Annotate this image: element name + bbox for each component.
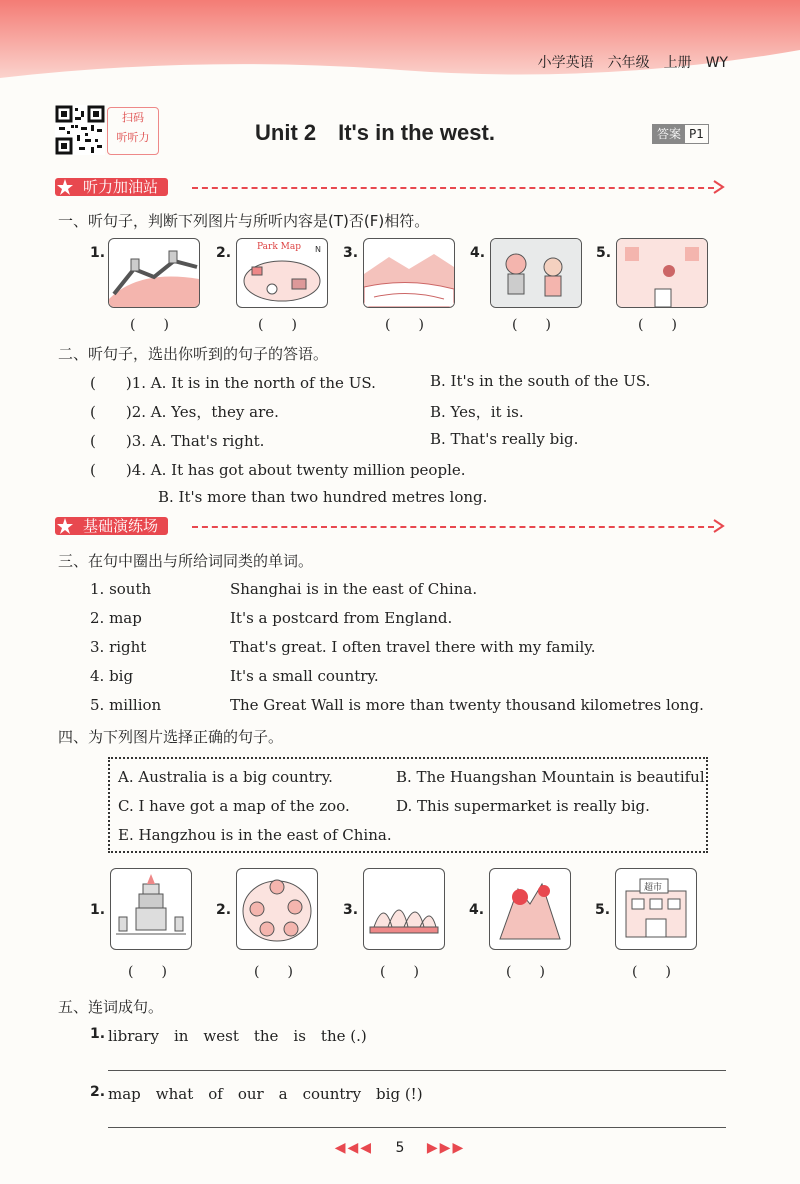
header-meta: 小学英语 六年级 上册 WY bbox=[537, 55, 728, 71]
scan-to-listen-label bbox=[107, 107, 159, 155]
q1-num: 3. bbox=[343, 245, 359, 261]
q4-option: D. This supermarket is really big. bbox=[396, 797, 650, 815]
q4-num: 4. bbox=[469, 902, 485, 918]
q5-num: 1. bbox=[90, 1026, 106, 1042]
q4-title: 四、为下列图片选择正确的句子。 bbox=[58, 728, 284, 746]
q2-title: 二、听句子，选出你听到的句子的答语。 bbox=[58, 345, 329, 363]
q4-answer-paren[interactable]: ( ) bbox=[632, 964, 671, 980]
supermarket-sign: 超市 bbox=[644, 883, 663, 893]
great-wall-picture bbox=[108, 238, 200, 308]
q2-item-a: ( )4. A. It has got about twenty million people. bbox=[90, 461, 466, 479]
q1-answer-paren[interactable]: ( ) bbox=[130, 317, 169, 333]
q3-sentence: The Great Wall is more than twenty thousand kilometres long. bbox=[230, 696, 704, 714]
answer-label: 答案 bbox=[653, 125, 685, 143]
q5-words: library in west the is the (.) bbox=[108, 1027, 367, 1045]
q1-num: 5. bbox=[596, 245, 612, 261]
building-picture bbox=[616, 238, 708, 308]
q1-answer-paren[interactable]: ( ) bbox=[258, 317, 297, 333]
q5-words: map what of our a country big (!) bbox=[108, 1085, 423, 1103]
page-number: 5 bbox=[395, 1140, 405, 1156]
answer-reference[interactable] bbox=[652, 124, 709, 144]
section-label-practice: 基础演练场 bbox=[55, 517, 168, 535]
q2-item-b: B. That's really big. bbox=[430, 430, 579, 448]
q2-item-a: ( )3. A. That's right. bbox=[90, 432, 265, 450]
arrow-right-icon bbox=[712, 180, 726, 194]
page-title: Unit 2 It's in the west. bbox=[255, 120, 495, 145]
q2-item-b: B. Yes，it is. bbox=[430, 403, 524, 421]
q4-answer-paren[interactable]: ( ) bbox=[128, 964, 167, 980]
opera-house-picture bbox=[363, 868, 445, 950]
answer-page: P1 bbox=[689, 127, 704, 141]
q4-option: A. Australia is a big country. bbox=[118, 768, 333, 786]
q2-item-a: ( )1. A. It is in the north of the US. bbox=[90, 374, 376, 392]
answer-line[interactable] bbox=[108, 1127, 726, 1128]
q1-num: 1. bbox=[90, 245, 106, 261]
q5-title: 五、连词成句。 bbox=[58, 998, 164, 1016]
q4-num: 5. bbox=[595, 902, 611, 918]
q1-num: 4. bbox=[470, 245, 486, 261]
q2-item-b: B. It's more than two hundred metres long. bbox=[158, 488, 488, 506]
q5-num: 2. bbox=[90, 1084, 106, 1100]
q3-sentence: That's great. I often travel there with my family. bbox=[230, 638, 596, 656]
star-arrow-icon bbox=[56, 178, 74, 196]
q1-num: 2. bbox=[216, 245, 232, 261]
mountains-picture bbox=[363, 238, 455, 308]
q3-word: 5. million bbox=[90, 696, 162, 714]
scan-line1: 扫码 bbox=[122, 111, 144, 124]
footer-right-arrows: ▶▶▶ bbox=[426, 1140, 466, 1156]
q4-answer-paren[interactable]: ( ) bbox=[380, 964, 419, 980]
q1-answer-paren[interactable]: ( ) bbox=[638, 317, 677, 333]
huangshan-mountain-picture bbox=[489, 868, 571, 950]
q3-word: 4. big bbox=[90, 667, 134, 685]
q4-answer-paren[interactable]: ( ) bbox=[506, 964, 545, 980]
park-map-picture bbox=[236, 238, 328, 308]
answer-line[interactable] bbox=[108, 1070, 726, 1071]
q3-word: 3. right bbox=[90, 638, 147, 656]
section-divider-2 bbox=[192, 526, 714, 528]
q2-item-b: B. It's in the south of the US. bbox=[430, 372, 651, 390]
footer-left-arrows: ◀◀◀ bbox=[334, 1140, 374, 1156]
q3-sentence: Shanghai is in the east of China. bbox=[230, 580, 478, 598]
q3-word: 2. map bbox=[90, 609, 142, 627]
scan-line2: 听听力 bbox=[116, 131, 150, 144]
supermarket-picture bbox=[615, 868, 697, 950]
q4-num: 2. bbox=[216, 902, 232, 918]
q4-option: C. I have got a map of the zoo. bbox=[118, 797, 350, 815]
q3-title: 三、在句中圈出与所给词同类的单词。 bbox=[58, 552, 314, 570]
q1-title: 一、听句子，判断下列图片与所听内容是(T)否(F)相符。 bbox=[58, 212, 430, 230]
q2-item-a: ( )2. A. Yes，they are. bbox=[90, 403, 279, 421]
children-picture bbox=[490, 238, 582, 308]
zoo-map-picture bbox=[236, 868, 318, 950]
q4-option: E. Hangzhou is in the east of China. bbox=[118, 826, 392, 844]
q4-num: 1. bbox=[90, 902, 106, 918]
qr-code-icon[interactable] bbox=[55, 105, 105, 155]
q4-answer-paren[interactable]: ( ) bbox=[254, 964, 293, 980]
section-divider-1 bbox=[192, 187, 714, 189]
q3-word: 1. south bbox=[90, 580, 152, 598]
q1-answer-paren[interactable]: ( ) bbox=[385, 317, 424, 333]
section-label-listening: 听力加油站 bbox=[55, 178, 168, 196]
q3-sentence: It's a postcard from England. bbox=[230, 609, 453, 627]
q4-num: 3. bbox=[343, 902, 359, 918]
pagoda-picture bbox=[110, 868, 192, 950]
q1-answer-paren[interactable]: ( ) bbox=[512, 317, 551, 333]
star-arrow-icon bbox=[56, 517, 74, 535]
park-map-label: Park Map bbox=[257, 242, 301, 252]
arrow-right-icon bbox=[712, 519, 726, 533]
q4-option: B. The Huangshan Mountain is beautiful. bbox=[396, 768, 710, 786]
q3-sentence: It's a small country. bbox=[230, 667, 379, 685]
page-footer bbox=[0, 1140, 800, 1156]
park-map-north: N bbox=[315, 245, 321, 254]
